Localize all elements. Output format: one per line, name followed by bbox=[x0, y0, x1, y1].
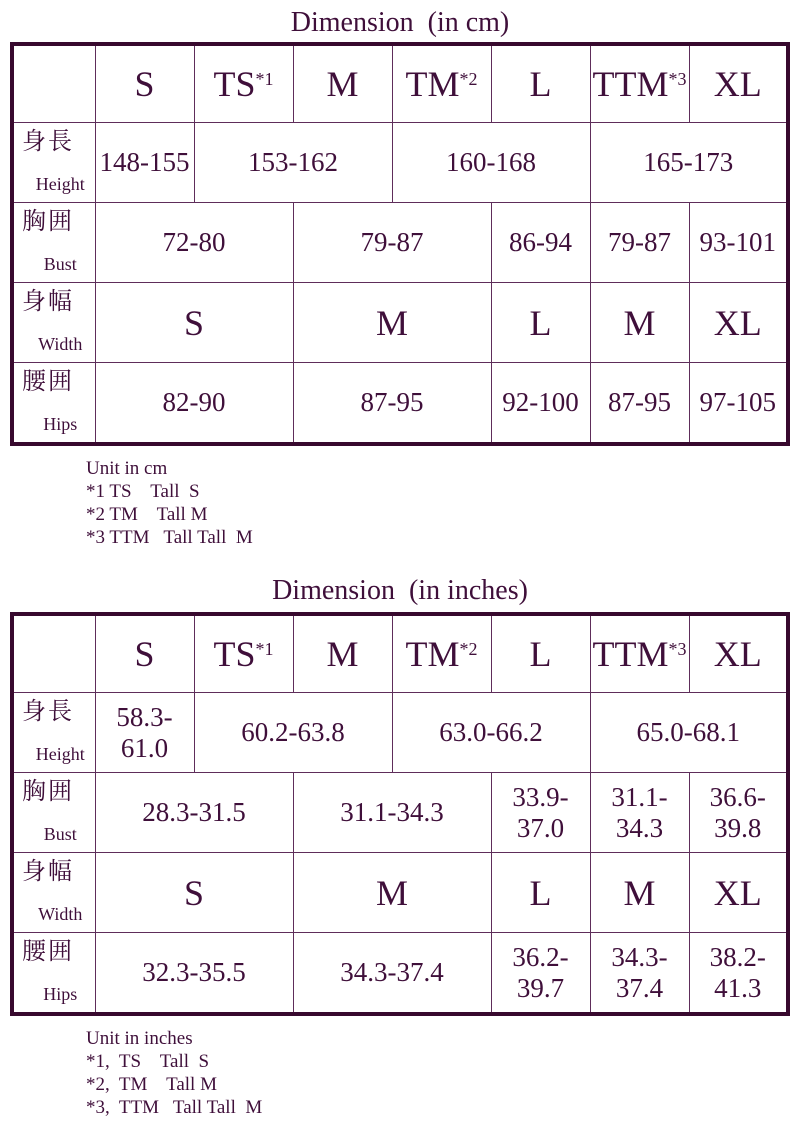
size-label: TM bbox=[405, 634, 460, 674]
value-cell bbox=[194, 123, 392, 203]
measurement-row-bust bbox=[12, 773, 788, 853]
value-cell bbox=[491, 283, 590, 363]
footnote-marker: *2 bbox=[459, 639, 478, 659]
size-label: TS bbox=[213, 634, 256, 674]
measurement-row-hips bbox=[12, 363, 788, 445]
value-cell bbox=[590, 693, 788, 773]
size-column-header bbox=[392, 614, 491, 693]
corner-cell bbox=[12, 614, 95, 693]
value-cell bbox=[95, 853, 293, 933]
size-column-header bbox=[392, 44, 491, 123]
value-cell bbox=[689, 363, 788, 445]
size-column-header bbox=[95, 614, 194, 693]
footnote-line: Unit in inches bbox=[86, 1028, 193, 1049]
footnote-marker: *2 bbox=[459, 69, 478, 89]
row-label-english: Bust bbox=[43, 824, 77, 844]
footnote-marker: *3 bbox=[668, 639, 687, 659]
value-cell bbox=[95, 283, 293, 363]
size-column-header bbox=[293, 44, 392, 123]
size-label: XL bbox=[713, 64, 762, 104]
value-text: S bbox=[183, 872, 205, 913]
row-label-kanji: 腰囲 bbox=[22, 369, 74, 395]
value-cell bbox=[491, 773, 590, 853]
value-text: 34.3-37.4 bbox=[340, 957, 444, 987]
value-text: 79-87 bbox=[360, 227, 424, 257]
table-title-inches: Dimension (in inches) bbox=[272, 575, 528, 606]
size-label: XL bbox=[713, 634, 762, 674]
value-text: 153-162 bbox=[248, 147, 338, 177]
row-label-kanji: 身幅 bbox=[22, 859, 74, 885]
value-text: 87-95 bbox=[608, 387, 671, 417]
size-label: L bbox=[529, 64, 552, 104]
value-text: 79-87 bbox=[608, 227, 671, 257]
value-text: 65.0-68.1 bbox=[636, 717, 740, 747]
row-label-cell bbox=[12, 773, 95, 853]
measurement-row-hips bbox=[12, 933, 788, 1015]
value-text: 28.3-31.5 bbox=[142, 797, 246, 827]
size-column-header bbox=[590, 44, 689, 123]
value-text: M bbox=[375, 872, 408, 913]
size-column-header bbox=[491, 44, 590, 123]
corner-cell bbox=[12, 44, 95, 123]
value-cell bbox=[293, 283, 491, 363]
size-label: S bbox=[134, 64, 155, 104]
value-cell bbox=[491, 853, 590, 933]
size-label: M bbox=[326, 634, 359, 674]
value-text: 82-90 bbox=[162, 387, 226, 417]
footnote-line: *1 TS Tall S bbox=[86, 481, 200, 502]
row-label-cell bbox=[12, 283, 95, 363]
value-cell bbox=[590, 933, 689, 1015]
row-label-kanji: 胸囲 bbox=[22, 209, 74, 235]
value-cell bbox=[392, 123, 590, 203]
value-text: 36.6-39.8 bbox=[709, 781, 766, 843]
value-cell bbox=[491, 363, 590, 445]
value-text: 72-80 bbox=[162, 227, 226, 257]
footnote-line: *1, TS Tall S bbox=[86, 1051, 210, 1072]
size-column-header bbox=[293, 614, 392, 693]
value-cell bbox=[689, 853, 788, 933]
row-label-cell bbox=[12, 853, 95, 933]
value-text: XL bbox=[713, 302, 762, 343]
row-label-kanji: 腰囲 bbox=[22, 939, 74, 965]
measurement-row-bust bbox=[12, 203, 788, 283]
value-cell bbox=[590, 773, 689, 853]
row-label-cell bbox=[12, 693, 95, 773]
measurement-row-height bbox=[12, 123, 788, 203]
table-title-cm: Dimension (in cm) bbox=[290, 7, 510, 38]
size-header-row bbox=[12, 614, 788, 693]
value-cell bbox=[95, 933, 293, 1015]
row-label-english: Height bbox=[35, 744, 85, 764]
footnote-marker: *1 bbox=[255, 69, 274, 89]
value-text: M bbox=[375, 302, 408, 343]
value-text: 165-173 bbox=[643, 147, 734, 177]
value-cell bbox=[590, 123, 788, 203]
row-label-english: Hips bbox=[43, 984, 78, 1004]
row-label-english: Bust bbox=[43, 254, 77, 274]
value-text: 92-100 bbox=[502, 387, 579, 417]
size-label: L bbox=[529, 634, 552, 674]
value-cell bbox=[293, 773, 491, 853]
value-cell bbox=[590, 363, 689, 445]
size-column-header bbox=[95, 44, 194, 123]
value-text: 34.3-37.4 bbox=[611, 941, 668, 1003]
value-cell bbox=[590, 283, 689, 363]
value-cell bbox=[293, 203, 491, 283]
size-header-row bbox=[12, 44, 788, 123]
footnote-line: *2 TM Tall M bbox=[86, 504, 208, 525]
row-label-kanji: 身長 bbox=[22, 129, 74, 155]
value-cell bbox=[689, 773, 788, 853]
value-text: 38.2-41.3 bbox=[709, 941, 766, 1003]
footnote-line: *2, TM Tall M bbox=[86, 1074, 217, 1095]
row-label-english: Hips bbox=[43, 414, 78, 434]
value-text: L bbox=[529, 302, 552, 343]
row-label-kanji: 胸囲 bbox=[22, 779, 74, 805]
value-text: 31.1-34.3 bbox=[611, 781, 668, 843]
measurement-row-width bbox=[12, 283, 788, 363]
value-cell bbox=[95, 203, 293, 283]
value-text: M bbox=[623, 302, 656, 343]
value-text: S bbox=[183, 302, 205, 343]
size-column-header bbox=[194, 614, 293, 693]
value-text: 93-101 bbox=[699, 227, 776, 257]
table-footnotes-cm bbox=[86, 457, 800, 549]
table-footnotes-inches bbox=[86, 1027, 800, 1119]
row-label-english: Width bbox=[38, 334, 83, 354]
value-cell bbox=[491, 203, 590, 283]
size-label: M bbox=[326, 64, 359, 104]
value-text: XL bbox=[713, 872, 762, 913]
value-text: 58.3-61.0 bbox=[116, 701, 173, 763]
value-text: 87-95 bbox=[360, 387, 424, 417]
size-column-header bbox=[194, 44, 293, 123]
value-cell bbox=[689, 933, 788, 1015]
value-text: 148-155 bbox=[99, 147, 190, 177]
value-cell bbox=[95, 773, 293, 853]
size-column-header bbox=[689, 614, 788, 693]
measurement-row-height bbox=[12, 693, 788, 773]
value-text: 86-94 bbox=[509, 227, 572, 257]
size-column-header bbox=[491, 614, 590, 693]
size-column-header bbox=[590, 614, 689, 693]
value-text: 60.2-63.8 bbox=[241, 717, 345, 747]
value-cell bbox=[293, 853, 491, 933]
value-cell bbox=[95, 123, 194, 203]
value-cell bbox=[590, 203, 689, 283]
value-cell bbox=[95, 363, 293, 445]
row-label-kanji: 身幅 bbox=[22, 289, 74, 315]
size-label: TM bbox=[405, 64, 460, 104]
value-cell bbox=[491, 933, 590, 1015]
row-label-kanji: 身長 bbox=[22, 699, 74, 725]
row-label-cell bbox=[12, 123, 95, 203]
value-cell bbox=[194, 693, 392, 773]
value-text: 33.9-37.0 bbox=[512, 781, 569, 843]
value-cell bbox=[590, 853, 689, 933]
size-label: TTM bbox=[592, 634, 669, 674]
value-cell bbox=[293, 933, 491, 1015]
value-cell bbox=[689, 203, 788, 283]
size-label: TS bbox=[213, 64, 256, 104]
size-table-cm bbox=[10, 42, 790, 446]
size-table-inches bbox=[10, 612, 790, 1016]
size-column-header bbox=[689, 44, 788, 123]
row-label-english: Width bbox=[38, 904, 83, 924]
value-cell bbox=[95, 693, 194, 773]
value-cell bbox=[689, 283, 788, 363]
value-text: 97-105 bbox=[699, 387, 776, 417]
value-text: L bbox=[529, 872, 552, 913]
row-label-cell bbox=[12, 203, 95, 283]
value-text: 32.3-35.5 bbox=[142, 957, 246, 987]
size-label: TTM bbox=[592, 64, 669, 104]
footnote-line: *3, TTM Tall Tall M bbox=[86, 1097, 263, 1118]
footnote-line: Unit in cm bbox=[86, 458, 168, 479]
value-cell bbox=[392, 693, 590, 773]
size-label: S bbox=[134, 634, 155, 674]
row-label-cell bbox=[12, 933, 95, 1015]
measurement-row-width bbox=[12, 853, 788, 933]
footnote-marker: *1 bbox=[255, 639, 274, 659]
value-text: 36.2-39.7 bbox=[512, 941, 569, 1003]
value-text: 31.1-34.3 bbox=[340, 797, 444, 827]
row-label-english: Height bbox=[35, 174, 85, 194]
row-label-cell bbox=[12, 363, 95, 445]
value-text: M bbox=[623, 872, 656, 913]
footnote-marker: *3 bbox=[668, 69, 687, 89]
value-cell bbox=[293, 363, 491, 445]
footnote-line: *3 TTM Tall Tall M bbox=[86, 527, 253, 548]
value-text: 160-168 bbox=[446, 147, 536, 177]
value-text: 63.0-66.2 bbox=[439, 717, 543, 747]
